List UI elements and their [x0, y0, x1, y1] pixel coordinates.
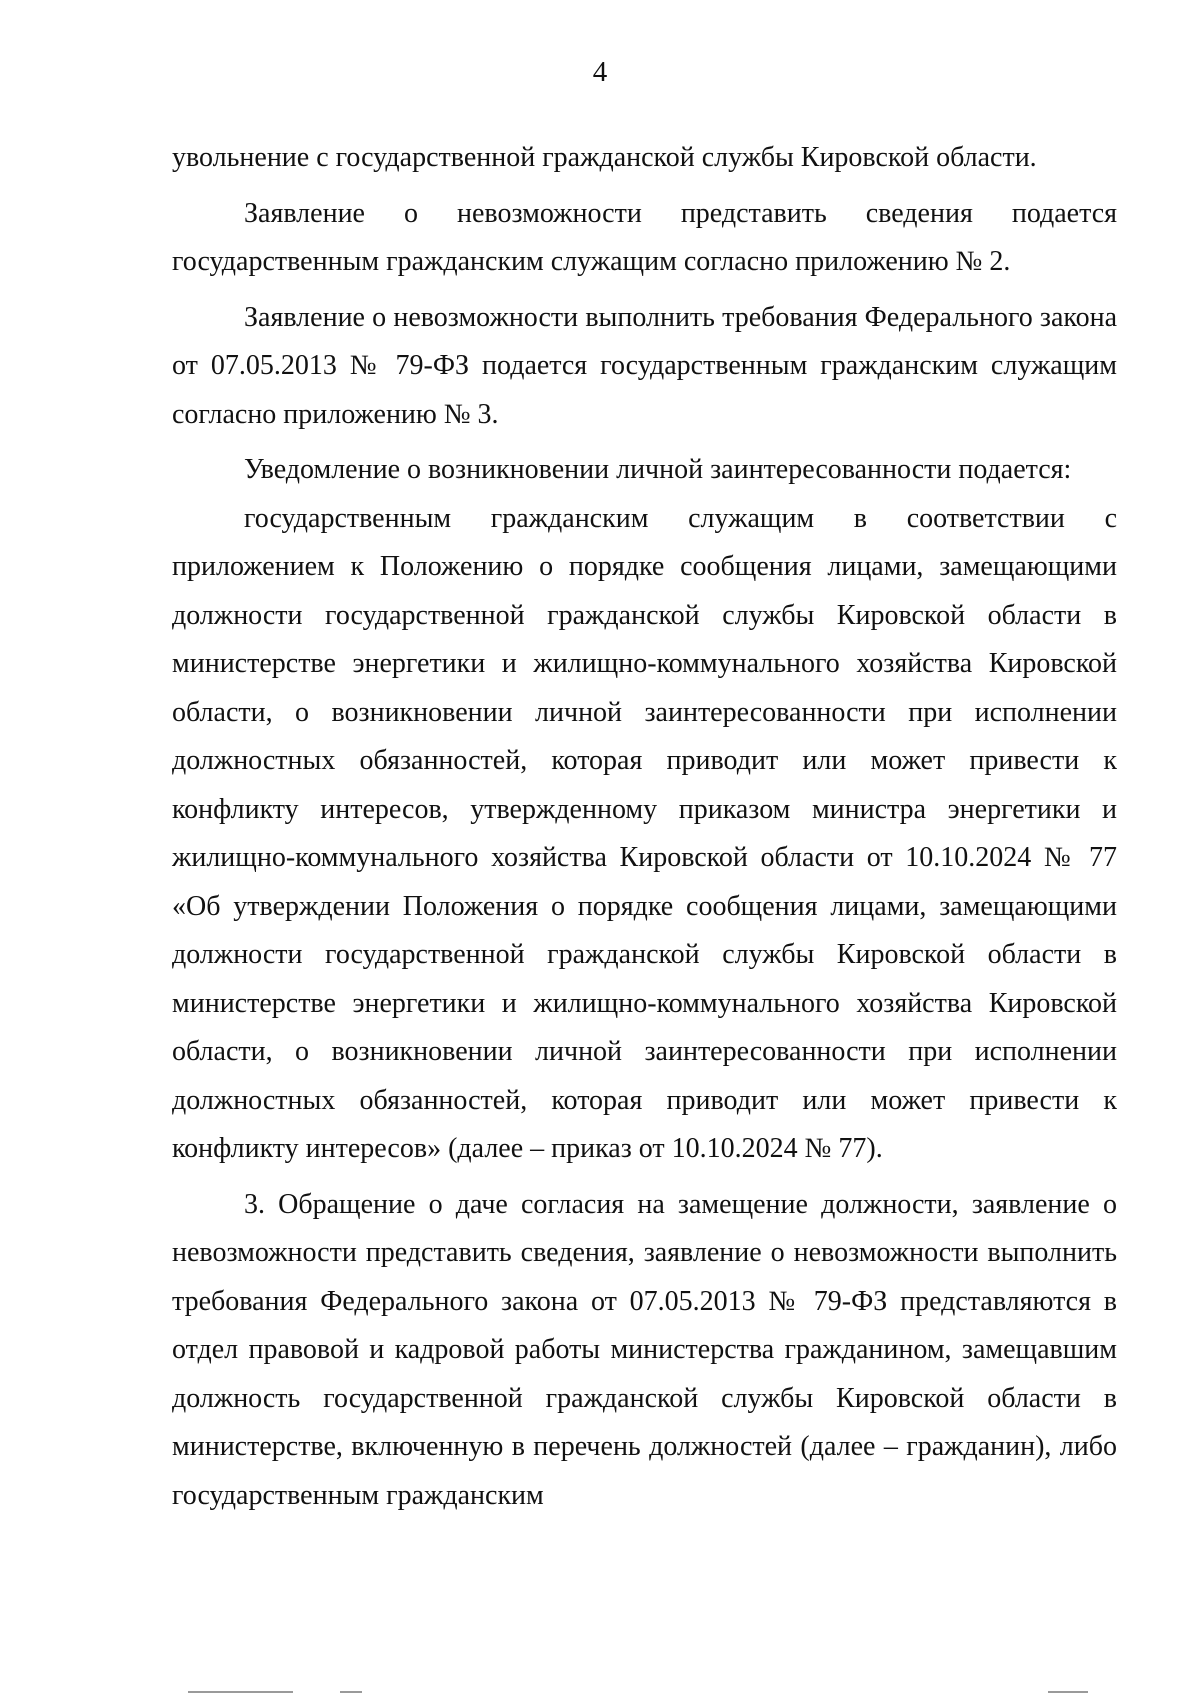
scan-edge-mark	[188, 1691, 293, 1693]
paragraph-continuation: увольнение с государственной гражданской службы Кировской области.	[172, 142, 1037, 173]
paragraph-civil-servants: государственным гражданским служащим в соответствии с приложением к Положению о порядке сообщения лицами, замещающими должности государственной гражданской службы Кировской области в министерстве энергетики и жилищно-коммунального хозяйства Кировской области, о возникновении личной заинтересованности при исполнении должностных обязанностей, которая приводит или может привести к конфликту интересов, утвержденному приказом министра энергетики и жилищно-коммунального хозяйства Кировской области от 10.10.2024 № 77 «Об утверждении Положения о порядке сообщения лицами, замещающими должности государственной гражданской службы Кировской области в министерстве энергетики и жилищно-коммунального хозяйства Кировской области, о возникновении личной заинтересованности при исполнении должностных обязанностей, которая приводит или может привести к конфликту интересов» (далее – приказ от 10.10.2024 № 77).	[172, 502, 1117, 1164]
scan-edge-mark	[340, 1691, 362, 1693]
paragraph-notification: Уведомление о возникновении личной заинтересованности подается:	[244, 454, 1072, 485]
paragraph-item-3: 3. Обращение о даче согласия на замещение должности, заявление о невозможности представить сведения, заявление о невозможности выполнить требования Федерального закона от 07.05.2013 № 79-ФЗ представляются в отдел правовой и кадровой работы министерства гражданином, замещавшим должность государственной гражданской службы Кировской области в министерстве, включенную в перечень должностей (далее – гражданин), либо государственным гражданским	[172, 1188, 1117, 1511]
page-number: 4	[592, 56, 608, 88]
paragraph-statement-law: Заявление о невозможности выполнить требования Федерального закона от 07.05.2013 № 79-ФЗ подается государственным гражданским служащим согласно приложению № 3.	[172, 301, 1117, 430]
scan-edge-mark	[1048, 1691, 1088, 1693]
paragraph-statement-info: Заявление о невозможности представить сведения подается государственным гражданским служащим согласно приложению № 2.	[172, 197, 1117, 277]
document-body	[172, 134, 1117, 1520]
